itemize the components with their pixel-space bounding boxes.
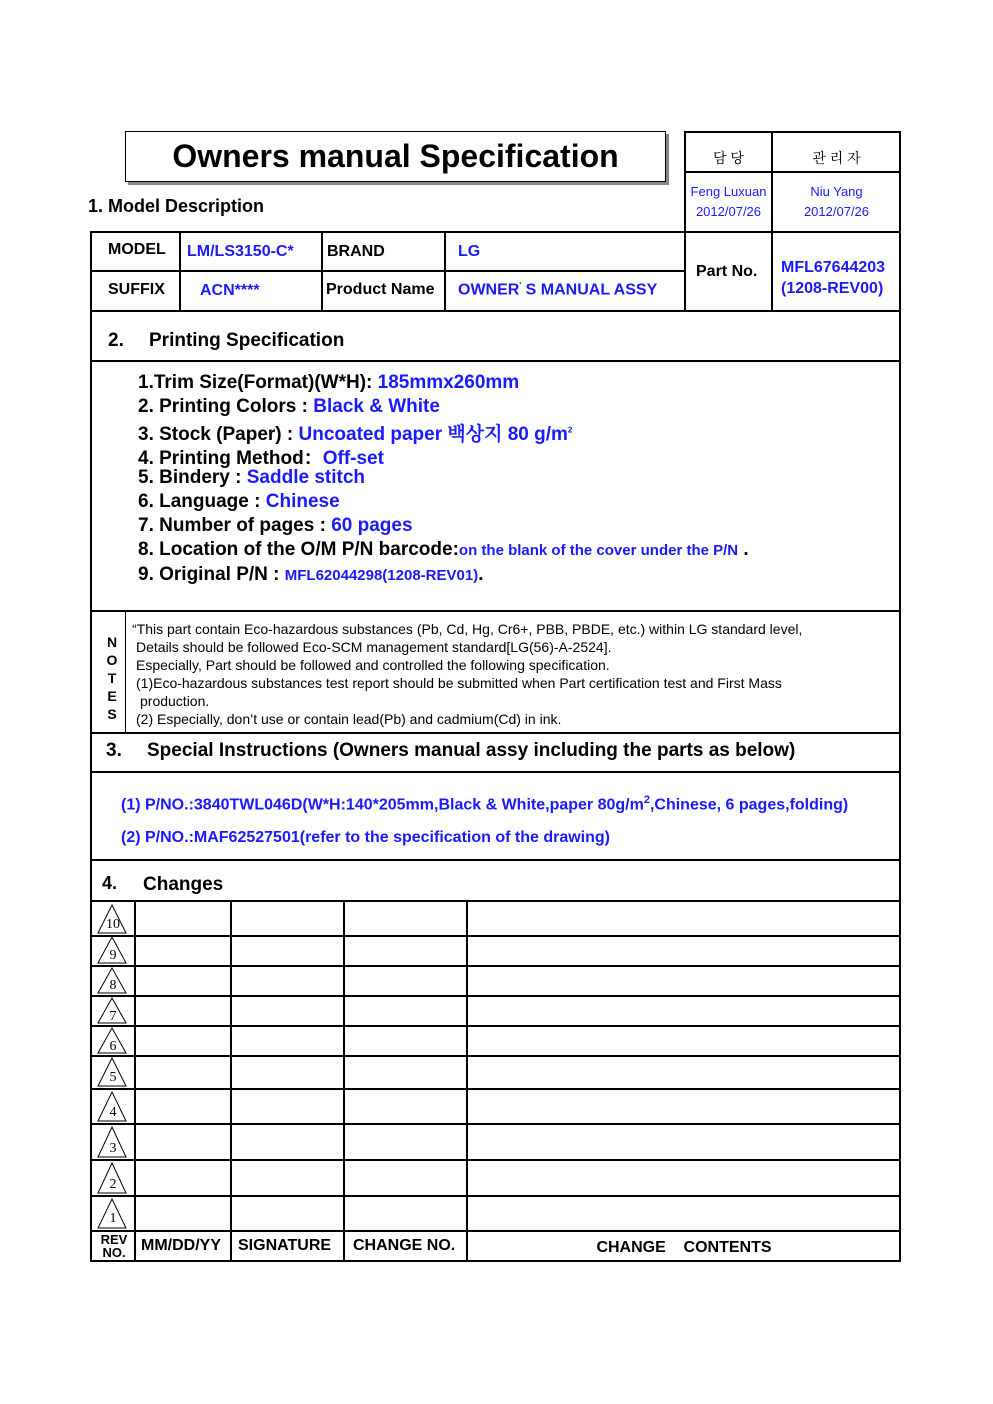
section2-title: Printing Specification	[149, 330, 345, 351]
approver-2-name: Niu Yang	[810, 184, 863, 199]
brand-label: BRAND	[327, 243, 385, 260]
spec-line-4: 4. Printing Method：Off-set	[138, 448, 384, 469]
section4-title: Changes	[143, 874, 224, 895]
spec-line-3: 3. Stock (Paper) : Uncoated paper 백상지 80 $g/m^2$	[138, 424, 573, 445]
section3-title: Special Instructions (Owners manual assy including the parts as below)	[147, 740, 796, 761]
approval-header-2: 관 리 자	[812, 150, 861, 166]
rev-no-label-top: REV	[100, 1232, 128, 1247]
section4-number: 4.	[102, 873, 118, 893]
spec-line-8: 8. Location of the O/M P/N barcode:on the blank of the cover under the P/N .	[138, 539, 749, 560]
document-title-box	[125, 131, 666, 182]
approver-2-date: 2012/07/26	[803, 204, 870, 219]
special-instruction-2: (2) P/NO.:MAF62527501(refer to the specification of the drawing)	[121, 829, 610, 846]
spec-line-1: 1.Trim Size(Format)(W*H): 185mmx260mm	[138, 372, 520, 393]
section3-number: 3.	[106, 740, 122, 761]
approver-1-name: Feng Luxuan	[690, 184, 767, 199]
change-no-column-header: CHANGE NO.	[353, 1237, 456, 1254]
document-title: Owners manual Specification	[172, 138, 619, 174]
product-name-label: Product Name	[326, 281, 435, 298]
spec-line-7: 7. Number of pages : 60 pages	[138, 515, 413, 536]
model-label: MODEL	[108, 241, 166, 258]
spec-line-6: 6. Language : Chinese	[138, 491, 340, 512]
section2-number: 2.	[108, 330, 124, 351]
brand-value: LG	[458, 243, 481, 260]
part-no-label: Part No.	[696, 263, 758, 280]
suffix-value: ACN****	[200, 282, 260, 299]
spec-line-2: 2. Printing Colors : Black & White	[138, 396, 440, 417]
special-instruction-1: (1) P/NO.:3840TWL046D(W*H:140*205mm,Black & White,paper $80g/m^2,Chinese$, 6 pages,folding)	[121, 794, 849, 814]
signature-column-header: SIGNATURE	[238, 1237, 332, 1254]
rev-no-label-bottom: NO.	[102, 1245, 126, 1260]
part-no-value-2: (1208-REV00)	[781, 280, 884, 297]
section1-title: 1. Model Description	[88, 196, 265, 216]
date-column-header: MM/DD/YY	[141, 1237, 221, 1254]
change-contents-column-header: CHANGE CONTENTS	[596, 1239, 772, 1256]
suffix-label: SUFFIX	[108, 281, 165, 298]
model-value: LM/LS3150-C*	[187, 243, 294, 260]
approval-header-1: 담 당	[713, 150, 744, 166]
product-name-value: OWNER' S MANUAL ASSY	[458, 281, 658, 299]
spec-line-9: 9. Original P/N : MFL62044298(1208-REV01).	[138, 564, 484, 585]
part-no-value-1: MFL67644203	[781, 259, 886, 276]
approver-1-date: 2012/07/26	[695, 204, 762, 219]
spec-line-5: 5. Bindery : Saddle stitch	[138, 467, 365, 488]
